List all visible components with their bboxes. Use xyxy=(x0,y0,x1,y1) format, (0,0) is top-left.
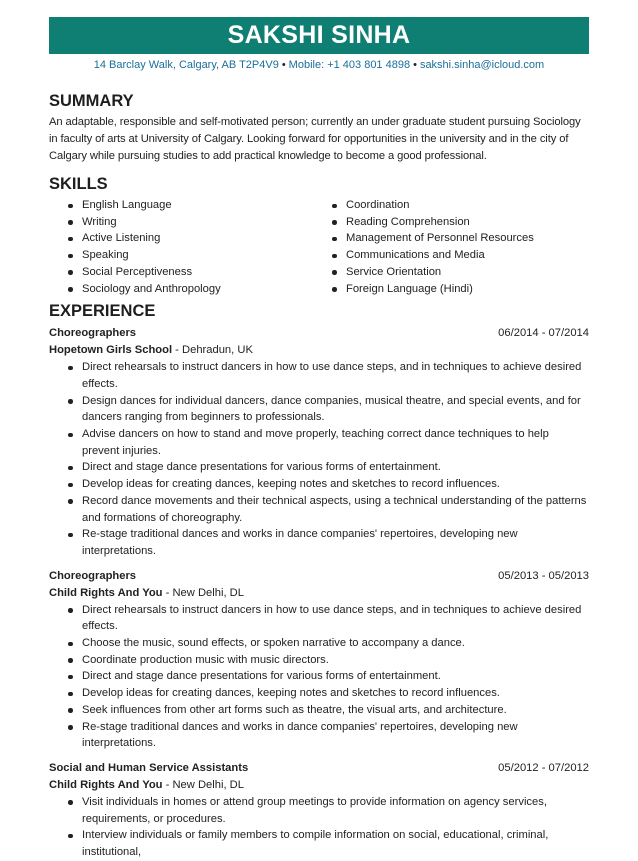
duty-item: Record dance movements and their technical aspects, using a technical understanding of the patterns and formations of choreography. xyxy=(49,493,589,526)
employer-line xyxy=(49,342,589,359)
employer-line xyxy=(49,777,589,794)
duty-item: Direct and stage dance presentations for various forms of entertainment. xyxy=(49,668,589,685)
employer-name: Child Rights And You xyxy=(49,586,163,599)
job-location: - Dehradun, UK xyxy=(172,344,253,357)
duty-item: Interview individuals or family members to compile information on social, educational, criminal, institutional, xyxy=(49,827,589,860)
employer-name: Hopetown Girls School xyxy=(49,344,173,357)
skill-item: Social Perceptiveness xyxy=(49,264,311,281)
duty-item: Re-stage traditional dances and works in dance companies' repertoires, developing new interpretations. xyxy=(49,719,589,752)
skill-item: Sociology and Anthropology xyxy=(49,281,311,298)
duty-item: Seek influences from other art forms such as theatre, the visual arts, and architecture. xyxy=(49,702,589,719)
skill-item: Writing xyxy=(49,214,311,231)
duty-item: Develop ideas for creating dances, keeping notes and sketches to record influences. xyxy=(49,685,589,702)
job-title: Choreographers xyxy=(49,327,137,340)
duty-item: Re-stage traditional dances and works in dance companies' repertoires, developing new interpretations. xyxy=(49,526,589,559)
job-entry xyxy=(49,568,589,752)
candidate-name: SAKSHI SINHA xyxy=(227,21,411,49)
duty-item: Design dances for individual dancers, dance companies, musical theatre, and special events, and for dancers ranging from beginners to professionals. xyxy=(49,393,589,426)
resume-page xyxy=(49,17,589,861)
email: sakshi.sinha@icloud.com xyxy=(419,59,545,71)
skill-item: Management of Personnel Resources xyxy=(313,230,575,247)
skill-item: English Language xyxy=(49,197,311,214)
employer-line xyxy=(49,585,589,602)
job-dates: 05/2012 - 07/2012 xyxy=(498,761,589,774)
duty-item: Direct rehearsals to instruct dancers in how to use dance steps, and in techniques to achieve desired effects. xyxy=(49,359,589,392)
mobile: Mobile: +1 403 801 4898 xyxy=(288,59,411,71)
contact-line xyxy=(49,59,589,75)
summary-heading: SUMMARY xyxy=(49,92,134,110)
skill-item: Coordination xyxy=(313,197,575,214)
skills-column-left xyxy=(49,197,311,297)
summary-text: An adaptable, responsible and self-motivated person; currently an under graduate student pursuing Sociology in faculty of arts at University of Calgary. Looking forward for opportunities in the university and in the city of Calgary while pursuing studies to add practical knowledge to become a good professional. xyxy=(49,116,581,162)
duty-item: Advise dancers on how to stand and move properly, teaching correct dance techniques to help prevent injuries. xyxy=(49,426,589,459)
job-dates: 05/2013 - 05/2013 xyxy=(498,569,589,582)
separator-dot: • xyxy=(413,59,417,71)
separator-dot: • xyxy=(281,59,286,71)
employer-name: Child Rights And You xyxy=(49,778,163,791)
skill-item: Reading Comprehension xyxy=(313,214,575,231)
address: 14 Barclay Walk, Calgary, AB T2P4V9 xyxy=(93,59,279,71)
experience-heading: EXPERIENCE xyxy=(49,302,156,321)
skills-column-right xyxy=(313,197,575,297)
skill-item: Communications and Media xyxy=(313,247,575,264)
duty-item: Develop ideas for creating dances, keeping notes and sketches to record influences. xyxy=(49,476,589,493)
duty-item: Coordinate production music with music directors. xyxy=(49,652,589,669)
skill-item: Foreign Language (Hindi) xyxy=(313,281,575,298)
duty-item: Choose the music, sound effects, or spoken narrative to accompany a dance. xyxy=(49,635,589,652)
job-title: Choreographers xyxy=(49,569,137,582)
name-banner xyxy=(49,17,589,54)
skills-list xyxy=(49,197,589,297)
skill-item: Active Listening xyxy=(49,230,311,247)
skill-item: Speaking xyxy=(49,247,311,264)
job-entry xyxy=(49,325,589,559)
skill-item: Service Orientation xyxy=(313,264,575,281)
duty-item: Direct and stage dance presentations for various forms of entertainment. xyxy=(49,459,589,476)
job-location: - New Delhi, DL xyxy=(162,586,244,599)
duty-item: Direct rehearsals to instruct dancers in how to use dance steps, and in techniques to achieve desired effects. xyxy=(49,602,589,635)
duty-list xyxy=(49,794,589,861)
job-entry xyxy=(49,760,589,861)
duty-list xyxy=(49,602,589,752)
job-title: Social and Human Service Assistants xyxy=(49,761,249,774)
skills-heading: SKILLS xyxy=(49,175,108,193)
job-dates: 06/2014 - 07/2014 xyxy=(498,327,589,340)
duty-item: Visit individuals in homes or attend group meetings to provide information on agency services, requirements, or procedures. xyxy=(49,794,589,827)
duty-list xyxy=(49,359,589,559)
job-location: - New Delhi, DL xyxy=(162,778,244,791)
